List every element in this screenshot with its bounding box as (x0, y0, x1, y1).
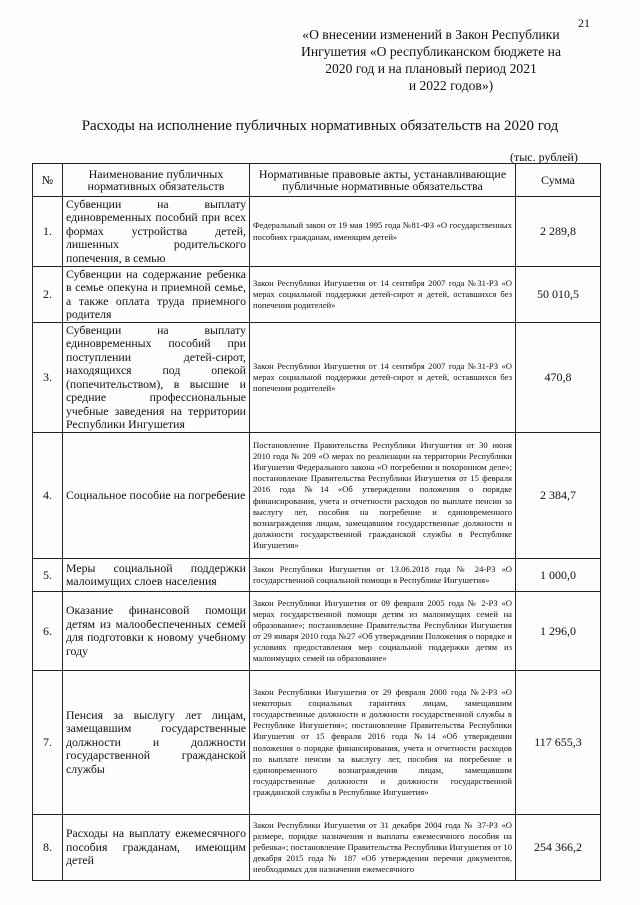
obligation-name: Оказание финансовой помощи детям из малообеспеченных семей для подготовки к новому учебному году (63, 592, 250, 671)
row-number: 2. (33, 267, 63, 323)
expenses-table (32, 163, 601, 881)
row-number: 1. (33, 197, 63, 267)
header-line: «О внесении изменений в Закон Республики (302, 27, 560, 42)
legal-act: Закон Республики Ингушетия от 14 сентября 2007 года №31-РЗ «О мерах социальной поддержки детей-сирот и детей, оставшихся без попечения родителей» (250, 267, 516, 323)
amount: 117 655,3 (516, 671, 601, 815)
legal-act: Закон Республики Ингушетия от 14 сентября 2007 года №31-РЗ «О мерах социальной поддержки детей-сирот и детей, оставшихся без попечения родителей» (250, 323, 516, 433)
header-name: Наименование публичных нормативных обязательств (63, 164, 250, 197)
legal-act: Федеральный закон от 19 мая 1995 года №81-ФЗ «О государственных пособиях гражданам, имеющим детей» (250, 197, 516, 267)
obligation-name: Социальное пособие на погребение (63, 433, 250, 559)
legal-act: Закон Республики Ингушетия от 13.06.2018 года № 24-РЗ «О государственной социальной помощи в Республике Ингушетия» (250, 559, 516, 592)
table-row (33, 671, 601, 815)
amount: 470,8 (516, 323, 601, 433)
amount: 2 384,7 (516, 433, 601, 559)
document-header (262, 26, 600, 94)
header-line: 2020 год и на плановый период 2021 (325, 61, 537, 76)
header-line: Ингушетия «О республиканском бюджете на (301, 44, 561, 59)
legal-act: Постановление Правительства Республики Ингушетия от 30 июня 2010 года № 209 «О мерах по реализации на территории Республики Ингушетия Федерального закона «О погребении и похоронном деле»; постановление Правительства Республики Ингушетия от 15 февраля 2016 года №14 «Об утверждении положения о порядке финансирования, учета и отчетности расходов по выплате пенсии за выслугу лет, пособия на погребение и единовременного вознаграждения лицам, замещавшим государственные должности и должности государственной гражданской службы в Республике Ингушетия» (250, 433, 516, 559)
row-number: 6. (33, 592, 63, 671)
page-number: 21 (578, 16, 590, 30)
table-row (33, 267, 601, 323)
obligation-name: Субвенции на содержание ребенка в семье опекуна и приемной семье, а также оплата труда приемного родителя (63, 267, 250, 323)
amount: 1 296,0 (516, 592, 601, 671)
row-number: 3. (33, 323, 63, 433)
obligation-name: Субвенции на выплату единовременных пособий при поступлении детей-сирот, находящихся под опекой (попечительством), в высшие и средние профессиональные учебные заведения на территории Республики Ингушетия (63, 323, 250, 433)
table-row (33, 197, 601, 267)
obligation-name: Пенсия за выслугу лет лицам, замещавшим государственные должности и должности государственной гражданской службы (63, 671, 250, 815)
amount: 50 010,5 (516, 267, 601, 323)
units-label: (тыс. рублей) (510, 150, 578, 164)
table-row (33, 815, 601, 881)
row-number: 5. (33, 559, 63, 592)
legal-act: Закон Республики Ингушетия от 31 декабря 2004 года № 37-РЗ «О размере, порядке назначения и выплаты ежемесячного пособия на ребенка»; постановление Правительства Республики Ингушетия от 10 декабря 2015 года № 187 «Об утверждении перечня документов, необходимых для назначения ежемесячного (250, 815, 516, 881)
obligation-name: Субвенции на выплату единовременных пособий при всех формах устройства детей, лишенных родительского попечения, в семью (63, 197, 250, 267)
amount: 254 366,2 (516, 815, 601, 881)
amount: 2 289,8 (516, 197, 601, 267)
header-acts: Нормативные правовые акты, устанавливающие публичные нормативные обязательства (250, 164, 516, 197)
page-title: Расходы на исполнение публичных нормативных обязательств на 2020 год (81, 118, 559, 134)
table-header-row (33, 164, 601, 197)
header-number: № (33, 164, 63, 197)
row-number: 8. (33, 815, 63, 881)
obligation-name: Расходы на выплату ежемесячного пособия гражданам, имеющим детей (63, 815, 250, 881)
amount: 1 000,0 (516, 559, 601, 592)
legal-act: Закон Республики Ингушетия от 29 февраля 2000 года №2-РЗ «О некоторых социальных гарантиях лицам, замещавшим государственные должности и должности государственной службы в Республике Ингушетия»; постановление Правительства Республики Ингушетия от 15 февраля 2016 года №14 «Об утверждении положения о порядке финансирования, учета и отчетности расходов по выплате пенсии за выслугу лет, пособия на погребение и единовременного вознаграждения лицам, замещавшим государственные должности и должности государственной гражданской службы в Республике Ингушетия» (250, 671, 516, 815)
header-line: и 2022 годов») (408, 78, 494, 93)
obligation-name: Меры социальной поддержки малоимущих слоев населения (63, 559, 250, 592)
table-row (33, 323, 601, 433)
table-row (33, 559, 601, 592)
legal-act: Закон Республики Ингушетия от 09 февраля 2005 года № 2-РЗ «О мерах государственной помощи детям из малоимущих семей на образование»; постановление Правительства Республики Ингушетия от 29 января 2010 года №27 «Об утверждении Положения о порядке и условиях предоставления мер социальной поддержки детям из малоимущих семей на образование» (250, 592, 516, 671)
table-row (33, 433, 601, 559)
row-number: 7. (33, 671, 63, 815)
table-row (33, 592, 601, 671)
row-number: 4. (33, 433, 63, 559)
header-sum: Сумма (516, 164, 601, 197)
